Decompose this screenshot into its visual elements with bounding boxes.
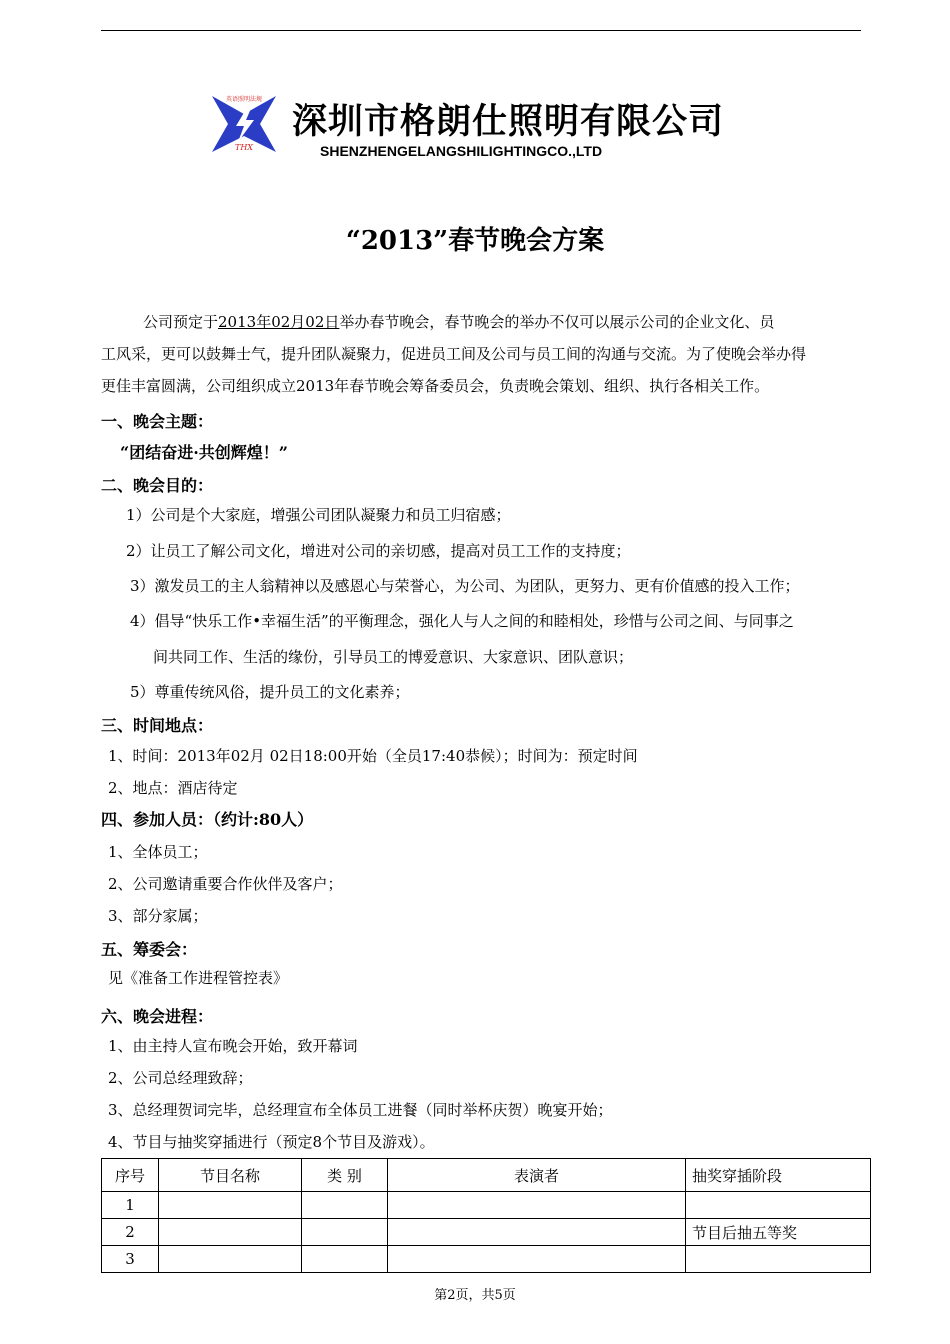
intro-line1-pre: 公司预定于: [143, 313, 219, 331]
header-cell: 类 别: [302, 1159, 388, 1192]
section-4-title: 四、参加人员：（约计:80人）: [101, 810, 314, 829]
table-cell: [159, 1192, 302, 1219]
table-cell: [159, 1246, 302, 1273]
committee-text: 见《准备工作进程管控表》: [108, 969, 289, 987]
intro-paragraph: [101, 306, 863, 402]
attendee-item: 3、部分家属；: [108, 907, 208, 925]
table-header-row: [102, 1159, 871, 1192]
company-name-cn: 深圳市格朗仕照明有限公司: [292, 102, 725, 142]
purpose-item: 3）激发员工的主人翁精神以及感恩心与荣誉心，为公司、为团队，更努力、更有价值感的投入工作；: [130, 577, 800, 595]
page-footer: 第2页，共5页: [434, 1288, 516, 1303]
header-cell: 节目名称: [159, 1159, 302, 1192]
table-cell: [686, 1192, 871, 1219]
purpose-item: 间共同工作、生活的缘份，引导员工的博爱意识、大家意识、团队意识；: [153, 648, 634, 666]
section-1-title: 一、晚会主题：: [101, 412, 214, 431]
intro-line1-post: 举办春节晚会，春节晚会的举办不仅可以展示公司的企业文化、员: [339, 313, 775, 331]
document-title: “2013”春节晚会方案: [345, 226, 605, 256]
program-table: [101, 1158, 871, 1273]
time-item: 1、时间：2013年02月 02日18:00开始（全员17:40恭候）；时间为：预定时间: [108, 747, 638, 765]
section-6-title: 六、晚会进程：: [101, 1007, 214, 1026]
purpose-item: 5）尊重传统风俗，提升员工的文化素养；: [130, 683, 410, 701]
location-item: 2、地点：酒店待定: [108, 779, 238, 797]
svg-text:英语照明法规: 英语照明法规: [225, 96, 263, 103]
intro-line3: 更佳丰富圆满，公司组织成立2013年春节晚会筹备委员会，负责晚会策划、组织、执行各相关工作。: [101, 377, 770, 395]
header-cell: 序号: [102, 1159, 159, 1192]
table-cell: 2: [102, 1219, 159, 1246]
table-row: [102, 1219, 871, 1246]
intro-date: 2013年02月02日: [218, 313, 340, 331]
theme-text: “团结奋进·共创辉煌！”: [120, 443, 288, 462]
attendee-item: 2、公司邀请重要合作伙伴及客户；: [108, 875, 343, 893]
section-3-title: 三、时间地点：: [101, 716, 214, 735]
intro-line2: 工风采，更可以鼓舞士气，提升团队凝聚力，促进员工间及公司与员工间的沟通与交流。为了使晚会举办得: [101, 345, 807, 363]
table-cell: 3: [102, 1246, 159, 1273]
table-cell: [302, 1219, 388, 1246]
table-cell: [388, 1246, 686, 1273]
lightning-logo-icon: [208, 92, 280, 156]
purpose-item: 2）让员工了解公司文化，增进对公司的亲切感，提高对员工工作的支持度；: [126, 542, 631, 560]
company-name-en: SHENZHENGELANGSHILIGHTINGCO.,LTD: [320, 143, 603, 159]
process-item: 1、由主持人宣布晚会开始，致开幕词: [108, 1037, 358, 1055]
attendee-item: 1、全体员工；: [108, 843, 208, 861]
purpose-item: 1）公司是个大家庭，增强公司团队凝聚力和员工归宿感；: [126, 506, 511, 524]
table-cell: [388, 1192, 686, 1219]
header-cell: 抽奖穿插阶段: [686, 1159, 871, 1192]
table-cell: [302, 1192, 388, 1219]
purpose-item: 4）倡导“快乐工作•幸福生活”的平衡理念，强化人与人之间的和睦相处，珍惜与公司之间、与同事之: [130, 612, 794, 630]
table-cell: 1: [102, 1192, 159, 1219]
table-cell: [302, 1246, 388, 1273]
section-2-title: 二、晚会目的：: [101, 476, 214, 495]
table-row: [102, 1246, 871, 1273]
table-cell: [686, 1246, 871, 1273]
process-item: 2、公司总经理致辞；: [108, 1069, 253, 1087]
table-cell: 节目后抽五等奖: [686, 1219, 871, 1246]
section-5-title: 五、筹委会：: [101, 940, 198, 959]
header-cell: 表演者: [388, 1159, 686, 1192]
table-cell: [388, 1219, 686, 1246]
process-item: 4、节目与抽奖穿插进行（预定8个节目及游戏）。: [108, 1133, 435, 1151]
table-cell: [159, 1219, 302, 1246]
header-rule: [101, 30, 861, 31]
svg-text:THX: THX: [234, 143, 254, 152]
process-item: 3、总经理贺词完毕，总经理宣布全体员工进餐（同时举杯庆贺）晚宴开始；: [108, 1101, 613, 1119]
table-row: [102, 1192, 871, 1219]
